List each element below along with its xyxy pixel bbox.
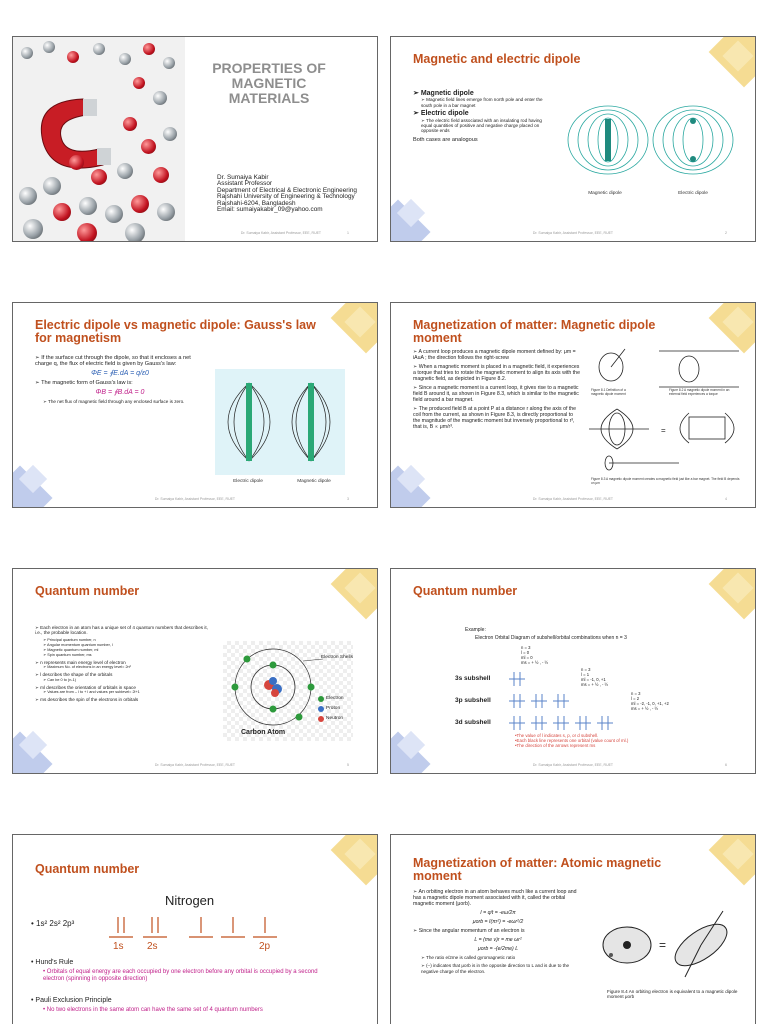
magnet-image [13,37,185,242]
equation: μorb = -(e/2me) L [477,946,519,952]
slide-title: Quantum number [35,584,140,598]
figure-caption: Electric dipole [233,479,263,484]
dipole-moment-figures [589,343,749,483]
slide-footer: Dr. Sumaiya Kabir, Assistant Professor, EEE, RUET [154,497,236,501]
bullet-text: Can be 0 to (n-1) [47,677,76,682]
slide-footer: Dr. Sumaiya Kabir, Assistant Professor, EEE, RUET [532,497,614,501]
rule-text: • Orbitals of equal energy are each occupied by one electron before any orbital is occupied by a second electron (spinning in opposite direction) [43,969,318,982]
svg-text:=: = [661,426,666,435]
figure-caption: Magnetic dipole [297,479,331,484]
bullet-text: Maximum No. of electrons in an energy level= 2n² [47,665,131,670]
author-email: Email: sumaiyakabir_09@yahoo.com [217,206,323,214]
bullet-text: Magnetic quantum number, ml [47,647,99,652]
bullet-text: ml describes the orientation of orbitals in space [40,684,136,690]
rule-text: • No two electrons in the same atom can have the same set of 4 quantum numbers [43,1007,263,1013]
slide-1[interactable] [12,36,378,242]
subshell-label: 3d subshell [455,719,491,726]
q-value: l = 2 [631,696,640,701]
bullet-text: (–) indicates that μorb is in the opposite direction to L and is due to the negative charge of the electron. [421,963,570,974]
figure-caption: Magnetic dipole [588,191,622,196]
legend-label: Electron [326,696,344,701]
bullet-text: n represents main energy level of electron [40,659,126,665]
figure-caption: Figure 8.3 A magnetic dipole moment creates a magnetic field just like a bar magnet. The field B depends on μm [591,477,740,485]
author-univ: Rajshahi University of Engineering & Technology [217,193,355,201]
dipole-comparison-diagram [215,369,345,475]
svg-text:=: = [659,938,667,952]
page-number: 1 [347,231,349,235]
bullet-heading: Magnetic dipole [420,90,474,97]
slide-footer: Dr. Sumaiya Kabir, Assistant Professor, EEE, RUET [240,231,322,235]
q-value: n = 3 [631,691,641,696]
bullet-text: ms describes the spin of the electrons in orbitals [40,697,139,703]
rule-body: Orbitals of equal energy are each occupied by one electron before any orbital is occupied by a second electron (spinning in opposite direction) [43,969,318,982]
slide-2[interactable] [390,36,756,242]
rule-heading: • Hund's Rule [31,959,74,966]
bullet-text: Values are from – l to + l and values per sublevel= 2l+1 [47,690,140,695]
page-number: 5 [347,763,349,767]
orbiting-electron-figure [597,905,737,985]
author-city: Rajshahi-6204, Bangladesh [217,199,296,207]
slide-4[interactable] [390,302,756,508]
subshell-label: 3p subshell [455,697,491,704]
bullet-text: Angular momentum quantum number, l [47,642,113,647]
bullet-heading: Electric dipole [420,110,469,118]
title-line: MATERIALS [228,90,310,106]
rule-heading: • Pauli Exclusion Principle [31,997,112,1004]
box-label: 2p [259,941,271,952]
slide-6[interactable] [390,568,756,774]
orbital-notes [515,733,628,749]
bullet-text: The produced field B at a point P at a distance r along the axis of the coil from the current, as shown in Figure 8.3, is directly proportional to the magnitude of the magnetic moment but inversely proportional to r³, that is, B ∝ μm/r³. [413,406,577,430]
equation: L = (me v)r = me ωr² [474,937,522,943]
equation: ΦE = ∮E.dA = q/ε0 [91,369,149,377]
bullet-text: The magnetic form of Gauss's law is: [41,380,133,387]
slide-footer: Dr. Sumaiya Kabir, Assistant Professor, EEE, RUET [532,763,614,767]
q-value: ml = -1, 0, +1 [581,677,606,682]
equation: μorb = I(πr²) = -eωr²/2 [472,919,524,925]
q-value: ms = + ½ , - ½ [521,660,548,665]
q-value: ms = + ½ , - ½ [581,682,608,687]
bullet-text: Both cases are analogous [413,136,478,143]
dipole-field-diagram [563,95,743,185]
slide-5[interactable] [12,568,378,774]
page-number: 2 [725,231,727,235]
figure-caption: Figure 8.2 A magnetic dipole moment in an external field experiences a torque [669,388,730,396]
rule-title: Hund's Rule [35,959,74,966]
slide-title: Electric dipole vs magnetic dipole: Gauss's law for magnetism [35,318,316,345]
orbital-arrows [509,669,629,735]
note-line: •Each black line represents one orbital (value count of ml.) [515,738,629,744]
orbital-diagram [451,645,721,744]
slide-title: Quantum number [413,584,518,598]
bullet-text: Since the angular momentum of an electron is [418,928,525,934]
box-label: 2s [147,941,158,952]
slide-3[interactable] [12,302,378,508]
slide-body: ➢ A current loop produces a magnetic dipole moment defined by: μm = iAuA ; the direction follows the right-screw ➢ When a magnetic moment is placed in a magnetic field, it experiences a torque that tries to rotate the magnetic moment to align its axis with the magnetic field, as depicted in Figure 8.2. ➢ Since a magnetic moment is a current loop, it gives rise to a magnetic field B around it, as shown in Figure 8.3, which is similar to the magnetic field around a bar magnet. ➢ The produced field B at a point P at a distance r along the axis of the coil from the current, as shown in Figure 8.3, is directly proportional to the magnitude of the magnetic moment but inversely proportional to r³, that is, B ∝ μm/r³. [413,349,580,430]
slide-body: ➢ If the surface cut through the dipole, so that it encloses a net charge q, the flux of electric field is given by Gauss's law: ΦE = ∮E.dA = q/ε0 ➢ The magnetic form of Gauss's law is: ΦB = ∮B.dA = 0 ➢ The net flux of magnetic field through any enclosed surface is zero. [35,355,205,407]
page-number: 6 [725,763,727,767]
quantum-values [521,645,548,665]
config-text: 1s² 2s² 2p³ [36,919,75,928]
slide-7[interactable] [12,834,378,1024]
q-value: l = 0 [521,650,530,655]
figure-caption: Figure 8.4 An orbiting electron is equivalent to a magnetic dipole moment μorb [607,989,738,1000]
bullet-text: Magnetic field lines emerge from north pole and enter the south pole in a bar magnet [421,97,543,108]
atom-label: Carbon Atom [241,729,286,736]
q-value: l = 1 [581,672,590,677]
legend-label: Proton [326,706,341,711]
legend-label: Electron Shells [321,655,353,660]
author-name: Dr. Sumaiya Kabir [217,174,269,181]
element-name: Nitrogen [165,893,215,908]
slide-body: ➢ Magnetic dipole ➢ Magnetic field lines emerge from north pole and enter the south pole in a bar magnet ➢ Electric dipole ➢ The electric field associated with an insulating rod having equal quantities of positive and negative charge placed on opposite ends Both cases are analogous [413,91,553,143]
bullet-text: l describes the shape of the orbitals [40,672,113,678]
subshell-label: 3s subshell [455,675,491,682]
bullet-text: When a magnetic moment is placed in a magnetic field, it experiences a torque that tries to rotate the magnetic moment to align its axis with the magnetic field, as depicted in Figure 8.2. [413,364,580,382]
q-value: ml = -2, -1, 0, +1, +2 [631,701,669,706]
figure-caption: Electric dipole [678,191,708,196]
author-dept: Department of Electrical & Electronic Engineering [217,186,357,194]
bullet-text: If the surface cut through the dipole, so that it encloses a net charge q, the flux of electric field is given by Gauss's law: [35,355,191,368]
slide-title: Magnetic and electric dipole [413,52,581,66]
equation: I = q/t = -eω/2π [480,910,516,916]
page-number: 3 [347,497,349,501]
bullet-text: Each electron in an atom has a unique set of 4 quantum numbers that describes it, i.e., the probable location. [35,625,208,636]
slide-title: Quantum number [35,862,140,876]
author-block [217,175,357,213]
electron-config: • 1s² 2s² 2p³ [31,919,75,928]
page-number: 4 [725,497,727,501]
orbital-heading: Electron Orbital Diagram of subshell/orbital combinations when n = 3 [475,635,627,641]
quantum-values [631,691,669,711]
title-line: PROPERTIES OF [212,60,326,76]
q-value: n = 3 [521,645,531,650]
orbital-boxes [109,911,309,947]
figure-caption: Figure 8.1 Definition of a magnetic dipole moment [591,388,626,396]
author-title: Assistant Professor [217,180,273,188]
title-line: MAGNETIC [231,75,307,91]
legend-label: Neutron [326,716,344,721]
slide-footer: Dr. Sumaiya Kabir, Assistant Professor, EEE, RUET [532,231,614,235]
rule-title: Pauli Exclusion Principle [35,997,112,1004]
bullet-text: The electric field associated with an insulating rod having equal quantities of positive and negative charge placed on opposite ends [421,117,542,134]
q-value: n = 3 [581,667,591,672]
bullet-text: A current loop produces a magnetic dipole moment defined by: μm = iAuA ; the direction follows the right-screw [413,349,576,361]
slide-title: Magnetization of matter: Atomic magnetic moment [413,856,662,883]
note-line: •The value of l indicates s, p, or d subshell. [515,733,599,738]
figure-panel [215,369,345,475]
note-line: •The direction of the arrows represent ms [515,743,596,749]
quantum-values [581,667,608,687]
q-value: ms = + ½ , - ½ [631,706,658,711]
title-block [199,61,339,106]
rule-body: No two electrons in the same atom can have the same set of 4 quantum numbers [46,1007,263,1013]
bullet-text: Spin quantum number, ms [47,652,92,657]
box-label: 1s [113,941,124,952]
slide-body: ➢ An orbiting electron in an atom behaves much like a current loop and has a magnetic dipole moment associated with it, called the orbital magnetic moment (μorb). I = q/t = -eω/2π μorb = I(πr²) = -eωr²/2 ➢ Since the angular momentum of an electron is L = (me v)r = me ωr² μorb = -(e/2me) L ➢ The ratio e/2me is called gyromagnetic ratio ➢ (–) indicates that μorb is in the opposite direction to L and is due to the negative charge of the electron. [413,889,583,977]
bullet-text: The ratio e/2me is called gyromagnetic ratio [426,955,516,960]
example-label: Example: [465,627,486,633]
bullet-text: An orbiting electron in an atom behaves much like a current loop and has a magnetic dipole moment associated with it, called the orbital magnetic moment (μorb). [413,889,577,907]
slide-8[interactable] [390,834,756,1024]
bullet-text: The net flux of magnetic field through any enclosed surface is zero. [48,399,185,405]
q-value: ml = 0 [521,655,533,660]
slide-title: Magnetization of matter: Magnetic dipole moment [413,318,656,345]
slide-footer: Dr. Sumaiya Kabir, Assistant Professor, EEE, RUET [154,763,236,767]
bullet-text: Since a magnetic moment is a current loop, it gives rise to a magnetic field B around it, as shown in Figure 8.3, which is similar to the magnetic field around a bar magnet. [413,385,579,403]
bullet-text: Principal quantum number, n [47,637,96,642]
slide-body: ➢ Each electron in an atom has a unique set of 4 quantum numbers that describes it, i.e., the probable location. ➢ Principal quantum number, n ➢ Angular momentum quantum number, l ➢ Magnetic quantum number, ml ➢ Spin quantum number, ms ➢ n represents main energy level of electron ➢ Maximum No. of electrons in an energy level= 2n² ➢ l describes the shape of the orbitals ➢ Can be 0 to (n-1) ➢ ml describes the orientation of orbitals in space ➢ Values are from – l to + l and values per sublevel= 2l+1 ➢ ms describes the spin of the electrons in orbitals [35,625,208,703]
equation: ΦB = ∮B.dA = 0 [95,388,145,396]
